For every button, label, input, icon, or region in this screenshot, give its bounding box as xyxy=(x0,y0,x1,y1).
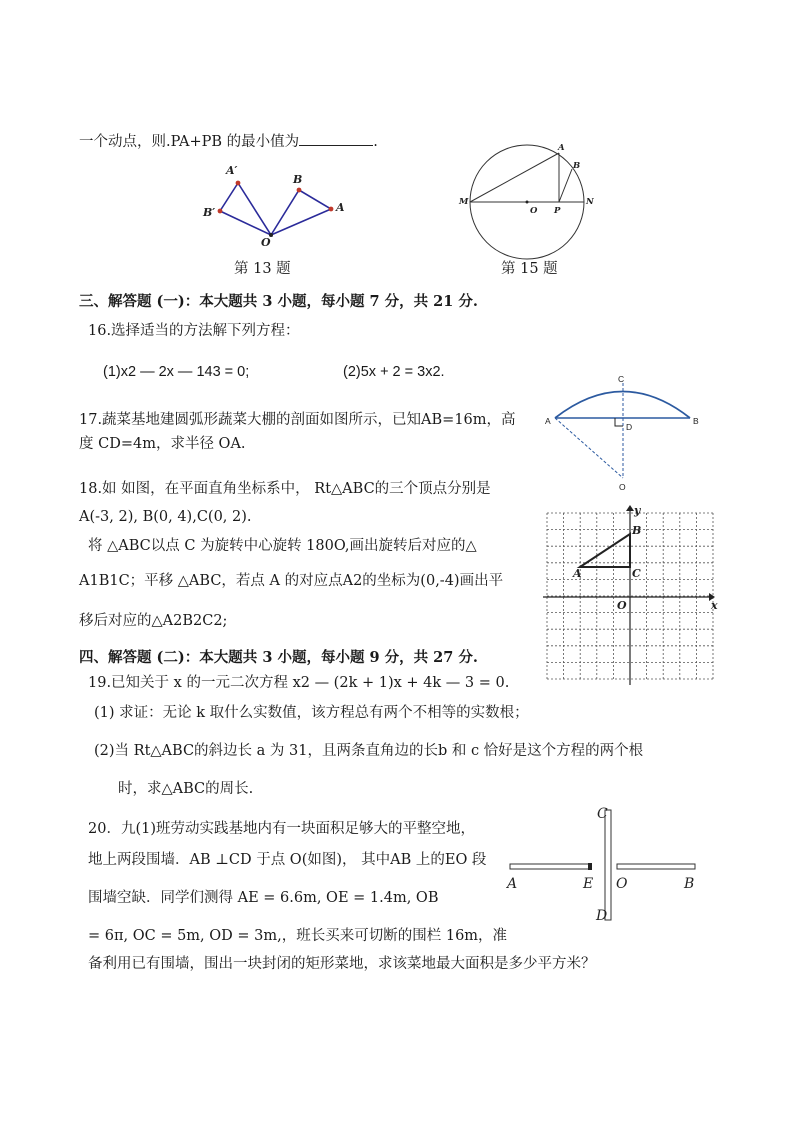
answer-blank xyxy=(299,133,373,146)
fig17-right-angle xyxy=(615,418,623,426)
q17-line2: 度 CD=4m，求半径 OA. xyxy=(79,436,246,452)
fig18-label-b: B xyxy=(632,524,642,537)
q18-line1: 18.如 如图，在平面直角坐标系中， Rt△ABC的三个顶点分别是 xyxy=(79,481,491,497)
q18-line4: A1B1C；平移 △ABC，若点 A 的对应点A2的坐标为(0,-4)画出平 xyxy=(79,573,504,589)
fig13-label-b1: B′ xyxy=(203,206,216,219)
fig20-wall-cd xyxy=(605,810,611,920)
q20-line2: 地上两段围墙．AB ⊥CD 于点 O(如图)， 其中AB 上的EO 段 xyxy=(88,852,487,868)
fig20-label-e: E xyxy=(583,876,594,892)
fig15-caption: 第 15 题 xyxy=(501,261,558,277)
fig13-point-b1 xyxy=(218,209,223,214)
q19-part2-continued: 时，求△ABC的周长. xyxy=(118,781,254,797)
q16-eq1: (1)x2 — 2x — 143 = 0; xyxy=(103,364,250,380)
fig13-label-o: O xyxy=(261,236,271,249)
fig20-label-d: D xyxy=(596,908,608,924)
q18-line5: 移后对应的△A2B2C2; xyxy=(79,613,228,629)
fig17-label-c: C xyxy=(618,374,625,384)
fig17-label-d: D xyxy=(626,422,633,432)
fig15-label-m: M xyxy=(459,197,469,207)
fig20-label-b: B xyxy=(684,876,695,892)
fig13-label-a: A xyxy=(336,201,345,214)
q19-part2: (2)当 Rt△ABC的斜边长 a 为 31，且两条直角边的长b 和 c 恰好是这个方程的两个根 xyxy=(94,743,644,759)
fig18-label-c: C xyxy=(632,567,641,580)
fig20-point-e xyxy=(588,863,592,870)
section3-heading: 三、解答题 (一)：本大题共 3 小题，每小题 7 分，共 21 分. xyxy=(79,293,478,310)
fig13-point-b xyxy=(297,188,302,193)
fig15-label-a: A xyxy=(558,143,565,153)
fig13-caption: 第 13 题 xyxy=(234,261,291,277)
fig17-segment-ao xyxy=(555,418,623,478)
fig15-label-b: B xyxy=(573,161,581,171)
fig20-label-a: A xyxy=(507,876,518,892)
fig13-point-a1 xyxy=(236,181,241,186)
q18-line3: 将 △ABC以点 C 为旋转中心旋转 180O,画出旋转后对应的△ xyxy=(88,538,477,554)
fig15-label-o: O xyxy=(530,206,538,216)
q19-stem: 19.已知关于 x 的一元二次方程 x2 — (2k + 1)x + 4k — 3 = 0. xyxy=(88,675,510,691)
fig13-label-a1: A′ xyxy=(226,164,238,177)
fig15-point-o xyxy=(526,201,529,204)
q13-tail xyxy=(79,133,378,151)
fig18-label-o: O xyxy=(617,599,627,612)
fig18-label-y: y xyxy=(634,504,641,517)
section4-heading: 四、解答题 (二)：本大题共 3 小题，每小题 9 分，共 27 分. xyxy=(79,649,478,666)
fig13-right-triangle xyxy=(271,190,331,235)
fig13-left-triangle xyxy=(220,183,271,235)
fig17-label-b: B xyxy=(693,416,699,426)
q20-line3: 围墙空缺．同学们测得 AE = 6.6m, OE = 1.4m, OB xyxy=(88,890,439,906)
fig17-label-o: O xyxy=(619,482,626,492)
fig20-label-c: C xyxy=(597,806,608,822)
q20-line1: 20．九(1)班劳动实践基地内有一块面积足够大的平整空地， xyxy=(88,821,475,837)
fig18-label-a: A xyxy=(573,567,582,580)
fig20-wall-ob xyxy=(617,864,695,869)
fig15-label-n: N xyxy=(586,197,594,207)
fig17-label-a: A xyxy=(545,416,551,426)
figure-20 xyxy=(505,800,715,925)
fig18-y-arrow xyxy=(626,505,634,511)
q17-line1: 17.蔬菜基地建圆弧形蔬菜大棚的剖面如图所示，已知AB=16m，高 xyxy=(79,412,516,428)
fig13-label-b: B xyxy=(293,173,303,186)
q13-tail-end: . xyxy=(373,134,378,150)
q20-line5: 备利用已有围墙，围出一块封闭的矩形菜地，求该菜地最大面积是多少平方米？ xyxy=(88,956,596,972)
fig18-label-x: x xyxy=(711,599,718,612)
q16-stem: 16.选择适当的方法解下列方程： xyxy=(88,323,300,339)
figure-18 xyxy=(543,505,723,685)
q19-part1: (1) 求证：无论 k 取什么实数值，该方程总有两个不相等的实数根； xyxy=(94,705,529,721)
fig20-wall-ae xyxy=(510,864,590,869)
q18-line2: A(-3, 2), B(0, 4),C(0, 2). xyxy=(79,509,252,525)
fig20-label-o: O xyxy=(616,876,628,892)
q16-eq2: (2)5x + 2 = 3x2. xyxy=(343,364,445,380)
figure-13 xyxy=(195,162,365,252)
q13-tail-text: 一个动点，则.PA+PB 的最小值为 xyxy=(79,134,300,150)
fig15-label-p: P xyxy=(554,206,561,216)
fig15-segment-ma xyxy=(470,153,559,202)
fig15-segment-bp xyxy=(559,169,572,202)
figure-15 xyxy=(455,140,605,265)
fig18-triangle-abc xyxy=(580,534,630,567)
q20-line4: = 6π, OC = 5m, OD = 3m,，班长买来可切断的围栏 16m，准 xyxy=(88,928,508,944)
figure-17 xyxy=(540,370,715,495)
fig13-point-a xyxy=(329,207,334,212)
